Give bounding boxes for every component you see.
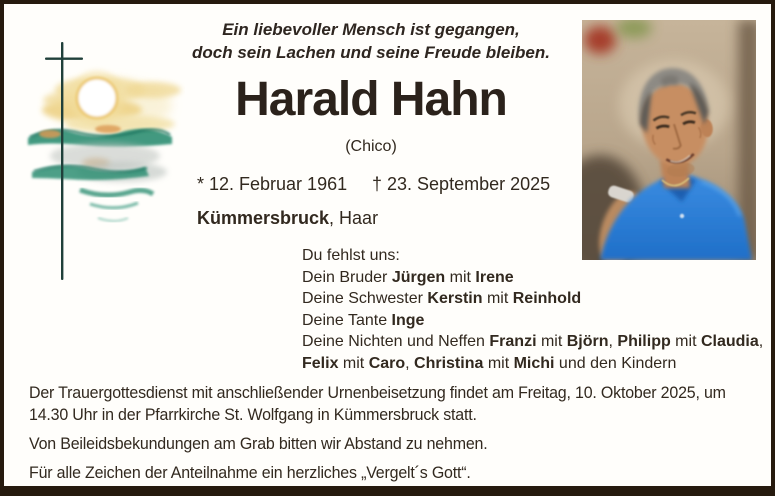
sun-icon — [73, 74, 121, 122]
condolence-note: Von Beileidsbekundungen am Grab bitten wir Abstand zu nehmen. — [29, 434, 488, 453]
family-line: Deine Tante Inge — [302, 311, 425, 329]
family-line: Deine Schwester Kerstin mit Reinhold — [302, 290, 582, 307]
deceased-nickname: (Chico) — [345, 138, 397, 155]
memorial-quote — [185, 18, 557, 64]
family-line: Dein Bruder Jürgen mit Irene — [302, 268, 514, 286]
quote-line-2: doch sein Lachen und seine Freude bleiben. — [191, 43, 550, 62]
quote-line-1: Ein liebevoller Mensch ist gegangen, — [222, 20, 520, 39]
residence: Kümmersbruck, Haar — [197, 208, 379, 228]
family-section — [302, 245, 764, 374]
birth-date: * 12. Februar 1961 — [197, 174, 348, 194]
portrait-photo — [582, 20, 756, 260]
service-info: Der Trauergottesdienst mit anschließender Urnenbeisetzung findet am Freitag, 10. Oktober 2025, um 14.30 Uhr in der Pfarrkirche St. Wolfgang in Kümmersbruck statt. — [29, 383, 726, 424]
funeral-details — [29, 382, 755, 491]
memorial-artwork — [20, 30, 185, 285]
deceased-name: Harald Hahn — [235, 73, 507, 126]
thanks-note: Für alle Zeichen der Anteilnahme ein herzliches „Vergelt´s Gott“. — [29, 463, 471, 482]
family-line: Deine Nichten und Neffen Franzi mit Björn, Philipp mit Claudia, — [302, 333, 764, 350]
death-date: † 23. September 2025 — [372, 174, 551, 194]
watercolor-waves — [28, 125, 172, 221]
family-line: Felix mit Caro, Christina mit Michi und den Kindern — [302, 354, 677, 372]
family-intro: Du fehlst uns: — [302, 247, 400, 264]
cross-sunset-watercolor — [20, 30, 185, 285]
portrait-man-blue-polo — [582, 20, 756, 260]
